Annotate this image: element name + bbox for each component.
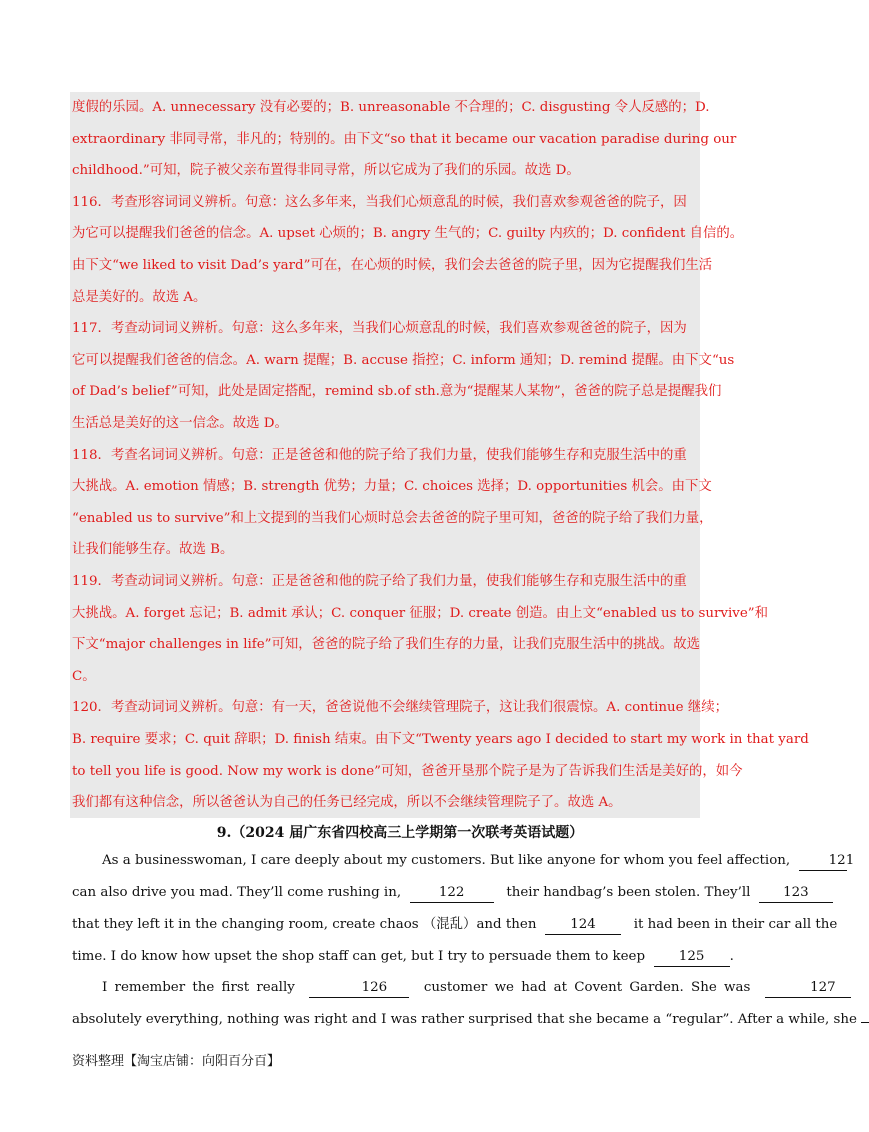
explanation-line: 由下文“we liked to visit Dad’s yard”可在，在心烦的时候，我们会去爸爸的院子里，因为它提醒我们生活 bbox=[72, 258, 713, 273]
explanation-line: 116．考查形容词词义辨析。句意：这么多年来，当我们心烦意乱的时候，我们喜欢参观爸爸的院子，因 bbox=[72, 194, 687, 210]
blank-123: 123 bbox=[759, 884, 833, 903]
explanation-line: 度假的乐园。A. unnecessary 没有必要的；B. unreasonable 不合理的；C. disgusting 令人反感的；D. bbox=[72, 100, 710, 115]
passage-line bbox=[72, 909, 838, 941]
explanation-line: 我们都有这种信念，所以爸爸认为自己的任务已经完成，所以不会继续管理院子了。故选 A。 bbox=[72, 795, 622, 811]
explanation-line: 它可以提醒我们爸爸的信念。A. warn 提醒；B. accuse 指控；C. inform 通知；D. remind 提醒。由下文“us bbox=[72, 352, 735, 368]
blank-124: 124 bbox=[545, 916, 621, 935]
passage-line bbox=[72, 877, 809, 909]
passage-text: that they left it in the changing room, create chaos （混乱）and then bbox=[72, 917, 537, 932]
explanation-line: 下文“major challenges in life”可知，爸爸的院子给了我们生存的力量，让我们克服生活中的挑战。故选 bbox=[72, 637, 700, 653]
explanation-line: of Dad’s belief”可知，此处是固定搭配，remind sb.of sth.意为“提醒某人某物”，爸爸的院子总是提醒我们 bbox=[72, 384, 722, 400]
footer-source: 资料整理【淘宝店铺：向阳百分百】 bbox=[72, 1054, 281, 1069]
explanation-line: 总是美好的。故选 A。 bbox=[72, 289, 207, 305]
blank-122: 122 bbox=[410, 884, 494, 903]
blank-125: 125 bbox=[654, 948, 730, 967]
passage-text: time. I do know how upset the shop staff can get, but I try to persuade them to keep bbox=[72, 949, 646, 964]
blank-continuation bbox=[861, 1022, 869, 1023]
explanation-line: childhood.”可知，院子被父亲布置得非同寻常，所以它成为了我们的乐园。故选 D。 bbox=[72, 163, 580, 179]
blank-121: 121 bbox=[799, 852, 847, 871]
explanation-line: 118．考查名词词义辨析。句意：正是爸爸和他的院子给了我们力量，使我们能够生存和克服生活中的重 bbox=[72, 447, 687, 463]
passage-line bbox=[72, 972, 836, 1004]
passage-text: their handbag’s been stolen. They’ll bbox=[506, 885, 751, 900]
passage-text: absolutely everything, nothing was right and I was rather surprised that she became a “regular”. After a while, she bbox=[72, 1012, 857, 1027]
passage-line bbox=[72, 845, 855, 877]
explanation-line: 119．考查动词词义辨析。句意：正是爸爸和他的院子给了我们力量，使我们能够生存和克服生活中的重 bbox=[72, 574, 687, 589]
passage-line bbox=[72, 1004, 857, 1036]
passage-text: I remember the first really bbox=[102, 980, 295, 995]
passage-text: can also drive you mad. They’ll come rushing in, bbox=[72, 885, 402, 900]
explanation-line: 为它可以提醒我们爸爸的信念。A. upset 心烦的；B. angry 生气的；C. guilty 内疚的；D. confident 自信的。 bbox=[72, 226, 744, 242]
passage-text: customer we had at Covent Garden. She was bbox=[423, 980, 751, 995]
section-title: 9.（2024 届广东省四校高三上学期第一次联考英语试题） bbox=[216, 825, 584, 841]
explanation-line: “enabled us to survive”和上文提到的当我们心烦时总会去爸爸的院子里可知，爸爸的院子给了我们力量， bbox=[72, 510, 713, 526]
explanation-line: 生活总是美好的这一信念。故选 D。 bbox=[72, 416, 288, 431]
explanation-line: 117．考查动词词义辨析。句意：这么多年来，当我们心烦意乱的时候，我们喜欢参观爸爸的院子，因为 bbox=[72, 321, 687, 337]
explanation-line: 大挑战。A. emotion 情感；B. strength 优势；力量；C. choices 选择；D. opportunities 机会。由下文 bbox=[72, 479, 712, 495]
explanation-line: to tell you life is good. Now my work is done”可知，爸爸开垦那个院子是为了告诉我们生活是美好的，如今 bbox=[72, 763, 743, 779]
passage-line: time. I do know how upset the shop staff can get, but I try to persuade them to keep 125 . bbox=[72, 941, 732, 973]
explanation-line: C。 bbox=[72, 668, 96, 684]
explanation-line: 让我们能够生存。故选 B。 bbox=[72, 542, 234, 558]
blank-126: 126 bbox=[309, 979, 409, 998]
explanation-line: extraordinary 非同寻常，非凡的；特别的。由下文“so that it became our vacation paradise during our bbox=[72, 131, 737, 147]
explanation-line: 120．考查动词词义辨析。句意：有一天，爸爸说他不会继续管理院子，这让我们很震惊。A. continue 继续； bbox=[72, 700, 729, 716]
passage-text: it had been in their car all the bbox=[633, 917, 838, 932]
explanation-line: B. require 要求；C. quit 辞职；D. finish 结束。由下文“Twenty years ago I decided to start my work in that yard bbox=[72, 732, 809, 747]
explanation-line: 大挑战。A. forget 忘记；B. admit 承认；C. conquer 征服；D. create 创造。由上文“enabled us to survive”和 bbox=[72, 605, 768, 621]
blank-127: 127 bbox=[765, 979, 851, 998]
passage-text: As a businesswoman, I care deeply about my customers. But like anyone for whom you feel affection, bbox=[102, 853, 791, 868]
